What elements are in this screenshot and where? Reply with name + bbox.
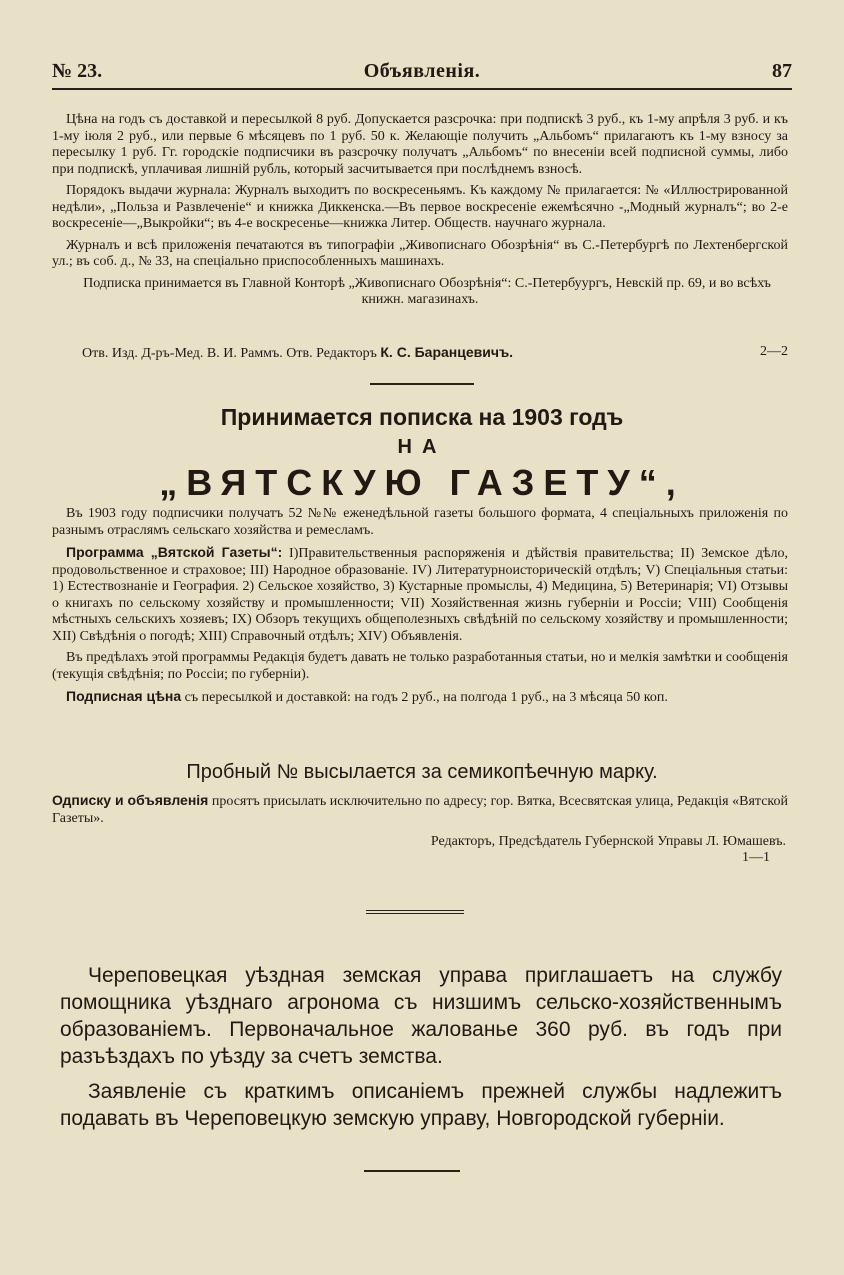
notice-paragraph: Подписка принимается въ Главной Конторѣ „Живописнаго Обозрѣнія“: С.-Петербуургъ, Невскій пр. 69, и во всѣхъ книжн. магазинахъ.: [83, 275, 771, 307]
scope-paragraph: Въ предѣлахъ этой программы Редакція будетъ давать не только разработанныя статьи, но и мелкія замѣтки и сообщенія (текущія свѣдѣнія; по Россіи; по губерніи).: [52, 650, 788, 682]
job-paragraph: Череповецкая уѣздная земская управа приглашаетъ на службу помощника уѣзднаго агронома съ низшимъ сельско-хозяйственнымъ образованіемъ. Первоначальное жалованье 360 руб. въ годъ при разъѣздахъ по уѣзду за счетъ земства.: [60, 964, 782, 1068]
job-advertisement: [60, 962, 782, 1140]
headline-na: НА: [397, 436, 447, 458]
section-title: Объявленія.: [363, 60, 481, 82]
insertion-mark: 2—2: [760, 344, 788, 359]
price-paragraph: [52, 688, 788, 707]
price-text: съ пересылкой и доставкой: на годъ 2 руб., на полгода 1 руб., на 3 мѣсяца 50 коп.: [184, 690, 668, 705]
divider: [366, 913, 464, 914]
intro-paragraph: Въ 1903 году подписчики получатъ 52 №№ еженедѣльной газеты большого формата, 4 спеціальныхъ приложенія по разнымъ отраслямъ сельскаго хозяйства и ремесламъ.: [52, 506, 788, 538]
address-text: просятъ присылать исключительно по адресу; гор. Вятка, Всесвятская улица, Редакція «Вятской Газеты».: [52, 794, 788, 826]
newspaper-title: „ВЯТСКУЮ ГАЗЕТУ“,: [159, 462, 685, 503]
issue-number: № 23.: [52, 60, 103, 82]
address-label: Одписку и объявленія: [52, 792, 209, 808]
insertion-mark: 1—1: [742, 850, 770, 865]
notice-paragraph: Порядокъ выдачи журнала: Журналъ выходитъ по воскресеньямъ. Къ каждому № прилагается: № «Иллюстрированной недѣли», „Польза и Развлеченіе“ и книжка Диккенска.—Въ первое воскресеніе ежемѣсячно -„Модный журналъ“; во 2-е воскресеніе—„Выкройки“; въ 4-е воскресенье—книжка Литер. Обществ. научнаго журнала.: [52, 183, 788, 231]
program-text: I)Правительственныя распоряженія и дѣйствія правительства; II) Земское дѣло, продовольственное и страховое; III) Народное образованіе. IV) Литературноисторическій отдѣлъ; V) Спеціальныя статьи: 1) Естествознаніе и География. 2) Сельское хозяйство, 3) Кустарные промыслы, 4) Медицина, 5) Ветеринарія; VI) Отзывы о книгахъ по сельскому хозяйству и промышленности; VII) Хозяйственная жизнь губерніи и Россіи; VIII) Сообщенія мѣстныхъ сельскихъ хозяевъ; IX) Обзоръ текущихъ общеполезныхъ свѣдѣній по сельскому хозяйству и промышленности; XII) Свѣдѣнія о погодѣ; XIII) Справочный отдѣлъ; XIV) Объявленія.: [52, 546, 788, 644]
sample-issue-line: Пробный № высылается за семикопѣечную марку.: [186, 761, 658, 783]
program-paragraph: [52, 544, 788, 645]
subscription-notice: [52, 112, 788, 314]
vyatka-gazette-notice: [52, 506, 788, 712]
address-paragraph: [52, 792, 788, 832]
subscription-headline: Принимается пописка на 1903 годъ: [220, 404, 624, 430]
notice-paragraph: Цѣна на годъ съ доставкой и пересылкой 8 руб. Допускается разсрочка: при подпискѣ 3 руб., къ 1-му апрѣля 3 руб. и къ 1-му іюля 2 руб., или первые 6 мѣсяцевъ по 1 руб. 50 к. Желающіе получить „Альбомъ“ прилагаютъ къ 1-му взносу за пересылку 1 руб. Гг. городскіе подписчики въ разсрочку получатъ „Альбомъ“ по внесеніи всей подписной суммы, либо при подпискѣ, уплачивая лишній рубль, который засчитывается при послѣднемъ взносѣ.: [52, 112, 788, 177]
signature-name: К. С. Баранцевичъ.: [380, 344, 514, 360]
job-paragraph: Заявленіе съ краткимъ описаніемъ прежней службы надлежитъ подавать въ Череповецкую земскую управу, Новгородской губерніи.: [60, 1080, 782, 1130]
divider: [370, 383, 474, 385]
divider: [364, 1170, 460, 1172]
signature-prefix: Отв. Изд. Д-ръ-Мед. В. И. Раммъ. Отв. Редакторъ: [82, 346, 377, 361]
editor-signature: Редакторъ, Предсѣдатель Губернской Управы Л. Юмашевъ.: [430, 834, 786, 849]
notice-paragraph: Журналъ и всѣ приложенія печатаются въ типографіи „Живописнаго Обозрѣнія“ въ С.-Петербургѣ по Лехтенбергской ул.; въ соб. д., № 33, на спеціально приспособленныхъ машинахъ.: [52, 237, 788, 269]
divider: [366, 910, 464, 911]
price-label: Подписная цѣна: [66, 688, 182, 704]
page-number: 87: [772, 60, 792, 82]
program-label: Программа „Вятской Газеты“:: [66, 544, 283, 560]
page-header: [52, 58, 792, 90]
